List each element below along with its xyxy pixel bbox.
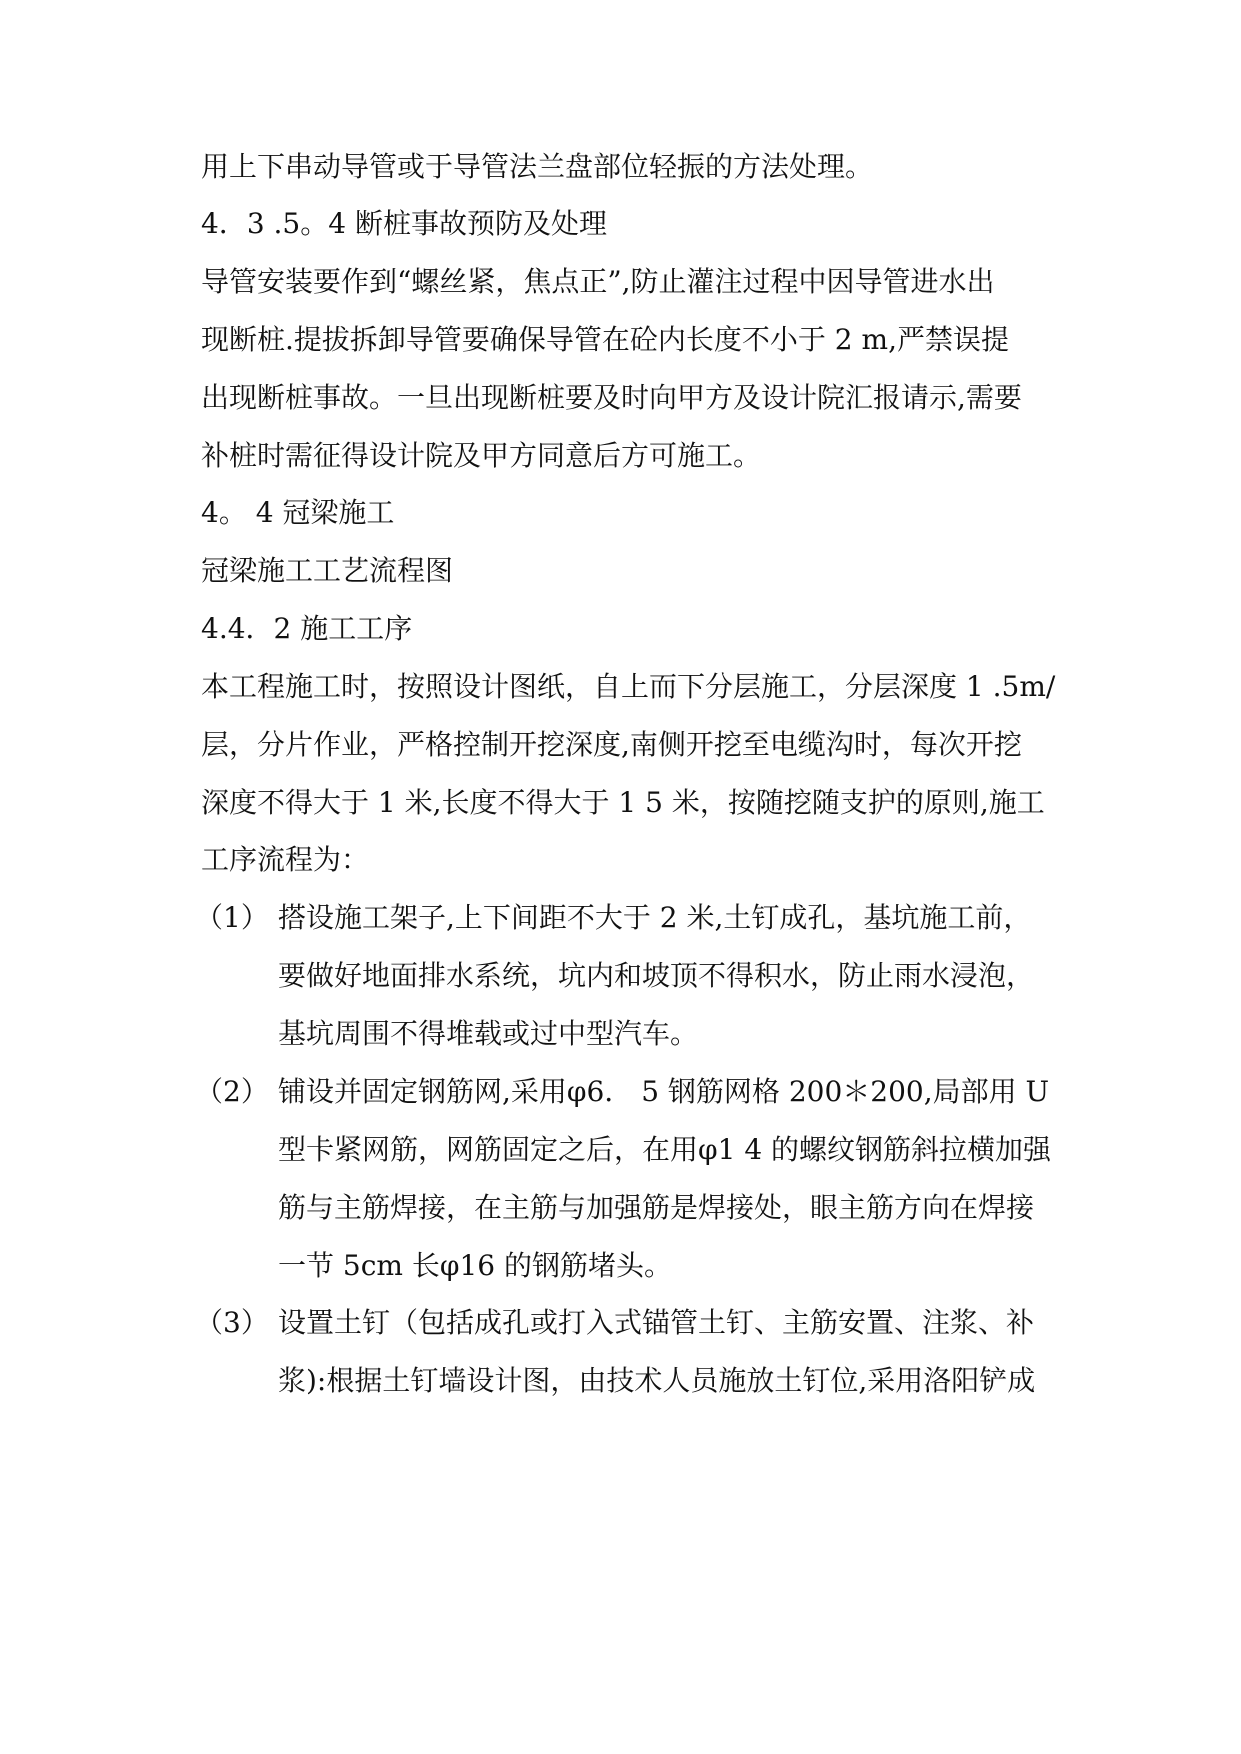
list-item-number: （2） [195,1075,269,1108]
text-line: 导管安装要作到“螺丝紧，焦点正”,防止灌注过程中因导管进水出 [201,265,995,298]
section-heading: 冠梁施工工艺流程图 [201,554,454,587]
text-line: 用上下串动导管或于导管法兰盘部位轻振的方法处理。 [201,150,874,183]
list-item [195,901,1055,1074]
list-item-line: 铺设并固定钢筋网,采用φ6． 5 钢筋网格 200＊200,局部用 U [278,1075,1050,1108]
list-item-line: 一节 5cm 长φ16 的钢筋堵头。 [278,1249,672,1282]
list-item-line: 浆):根据土钉墙设计图，由技术人员施放土钉位,采用洛阳铲成 [278,1364,1036,1397]
list-item-number: （1） [195,901,269,934]
list-item [195,1306,1055,1419]
text-line: 工序流程为： [201,843,370,876]
list-item-line: 筋与主筋焊接，在主筋与加强筋是焊接处，眼主筋方向在焊接 [278,1191,1035,1224]
text-line: 深度不得大于 1 米,长度不得大于 1 5 米，按随挖随支护的原则,施工 [201,786,1045,819]
text-line: 出现断桩事故。一旦出现断桩要及时向甲方及设计院汇报请示,需要 [201,381,1022,414]
section-heading: 4。 4 冠梁施工 [201,496,395,529]
text-line: 现断桩.提拔拆卸导管要确保导管在砼内长度不小于 2 m,严禁误提 [201,323,1009,356]
list-item-line: 型卡紧网筋，网筋固定之后，在用φ1 4 的螺纹钢筋斜拉横加强 [278,1133,1052,1166]
list-item-line: 基坑周围不得堆载或过中型汽车。 [278,1017,699,1050]
text-line: 本工程施工时，按照设计图纸，自上而下分层施工，分层深度 1 .5m/ [201,670,1056,703]
list-item-line: 要做好地面排水系统，坑内和坡顶不得积水，防止雨水浸泡， [278,959,1035,992]
text-line: 层，分片作业，严格控制开挖深度,南侧开挖至电缆沟时，每次开挖 [201,728,1022,761]
section-heading: 4．3 .5。4 断桩事故预防及处理 [201,207,607,240]
list-item-line: 设置土钉（包括成孔或打入式锚管土钉、主筋安置、注浆、补 [278,1306,1035,1339]
list-item [195,1075,1055,1308]
section-heading: 4.4．2 施工工序 [201,612,413,645]
list-item-number: （3） [195,1306,269,1339]
list-item-line: 搭设施工架子,上下间距不大于 2 米,土钉成孔，基坑施工前， [278,901,1032,934]
text-line: 补桩时需征得设计院及甲方同意后方可施工。 [201,439,762,472]
